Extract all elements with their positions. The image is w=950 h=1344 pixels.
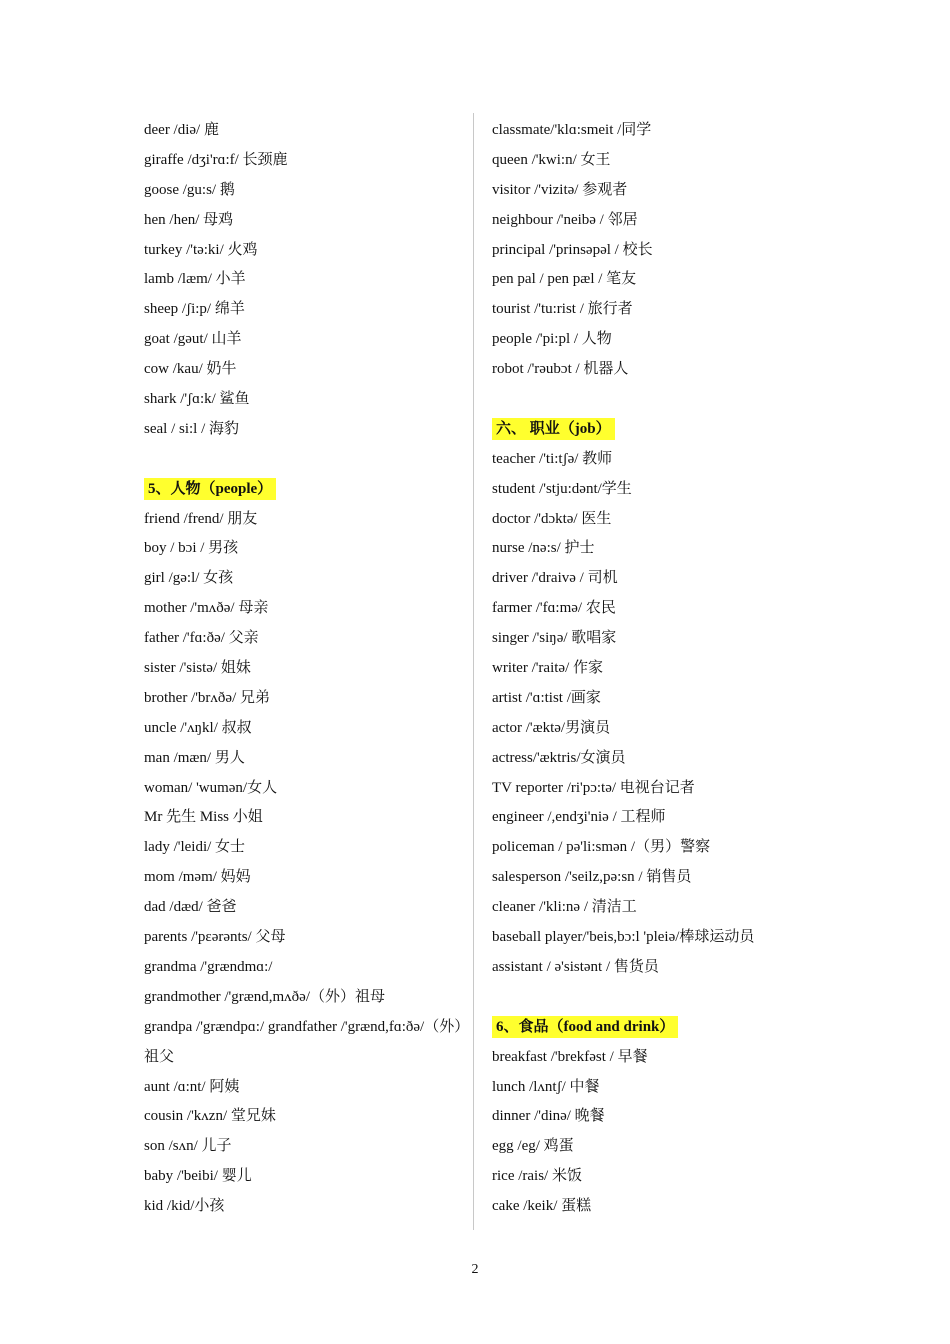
- vocab-entry: neighbour /'neibə / 邻居: [492, 211, 638, 228]
- vocab-entry: student /'stju:dənt/学生: [492, 480, 632, 497]
- vocab-entry: man /mæn/ 男人: [144, 749, 245, 766]
- vocab-entry: tourist /'tu:rist / 旅行者: [492, 301, 633, 318]
- vocab-entry: woman/ 'wumən/女人: [144, 779, 278, 796]
- vocab-entry: seal / si:l / 海豹: [144, 420, 239, 437]
- vocab-entry: friend /frend/ 朋友: [144, 510, 258, 527]
- vocab-entry: kid /kid/小孩: [144, 1198, 225, 1215]
- vocab-entry: sheep /ʃi:p/ 绵羊: [144, 301, 245, 318]
- vocab-entry: dinner /'dinə/ 晚餐: [492, 1108, 605, 1125]
- vocab-entry: driver /'draivə / 司机: [492, 570, 618, 587]
- vocab-entry: actress/'æktris/女演员: [492, 749, 626, 766]
- vocab-entry: deer /diə/ 鹿: [144, 122, 219, 138]
- vocab-entry: cleaner /'kli:nə / 清洁工: [492, 899, 637, 916]
- vocab-entry: breakfast /'brekfəst / 早餐: [492, 1048, 648, 1065]
- vocab-entry: grandma /'grændmɑ:/: [144, 958, 273, 975]
- left-column: [144, 116, 464, 1222]
- vocab-entry: classmate/'klɑ:smeit /同学: [492, 122, 652, 138]
- vocab-entry: singer /'siŋə/ 歌唱家: [492, 630, 617, 647]
- vocab-entry: brother /'brʌðə/ 兄弟: [144, 689, 271, 706]
- vocab-entry: robot /'rəubɔt / 机器人: [492, 361, 629, 378]
- vocab-entry: salesperson /'seilz,pə:sn / 销售员: [492, 869, 692, 886]
- vocab-entry: lady /'leidi/ 女士: [144, 839, 246, 856]
- column-divider: [473, 113, 474, 1230]
- vocab-entry: goose /gu:s/ 鹅: [144, 181, 235, 198]
- highlighted-heading-text: 5、人物（people）: [144, 478, 276, 500]
- vocab-entry: actor /'æktə/男演员: [492, 719, 611, 736]
- section-heading: [492, 1013, 822, 1043]
- vocab-entry: giraffe /dʒi'rɑ:f/ 长颈鹿: [144, 151, 288, 168]
- vocab-entry: cow /kau/ 奶牛: [144, 361, 237, 378]
- vocab-entry: hen /hen/ 母鸡: [144, 211, 234, 228]
- vocab-entry: son /sʌn/ 儿子: [144, 1138, 232, 1155]
- vocab-entry: father /'fɑ:ðə/ 父亲: [144, 630, 259, 647]
- vocab-entry: aunt /ɑ:nt/ 阿姨: [144, 1078, 240, 1095]
- vocab-entry: engineer /,endʒi'niə / 工程师: [492, 809, 666, 826]
- vocab-entry: nurse /nə:s/ 护士: [492, 540, 595, 557]
- vocab-entry: assistant / ə'sistənt / 售货员: [492, 958, 659, 975]
- vocab-entry: goat /gəut/ 山羊: [144, 331, 242, 348]
- vocab-entry: baseball player/'beis,bɔ:l 'pleiə/棒球运动员: [492, 929, 755, 946]
- vocab-entry: baby /'beibi/ 婴儿: [144, 1168, 252, 1185]
- vocab-entry: Mr 先生 Miss 小姐: [144, 809, 263, 826]
- vocab-entry: artist /'ɑ:tist /画家: [492, 689, 601, 706]
- vocab-entry: boy / bɔi / 男孩: [144, 540, 239, 557]
- vocab-entry: turkey /'tə:ki/ 火鸡: [144, 241, 258, 258]
- vocab-entry: writer /'raitə/ 作家: [492, 660, 603, 677]
- vocab-entry: cake /keik/ 蛋糕: [492, 1198, 592, 1215]
- spacer: [492, 983, 822, 1013]
- vocab-entry: mom /məm/ 妈妈: [144, 869, 251, 886]
- vocab-entry: people /'pi:pl / 人物: [492, 331, 612, 348]
- vocab-entry: uncle /'ʌŋkl/ 叔叔: [144, 719, 252, 736]
- vocab-entry: lamb /læm/ 小羊: [144, 271, 246, 288]
- vocab-entry: rice /rais/ 米饭: [492, 1168, 582, 1185]
- vocab-entry: grandpa /'grændpɑ:/ grandfather /'grænd,fɑ:ðə/（外）祖父: [144, 1018, 462, 1065]
- vocab-entry: doctor /'dɔktə/ 医生: [492, 510, 612, 527]
- vocab-entry: lunch /lʌntʃ/ 中餐: [492, 1078, 600, 1095]
- vocab-entry: principal /'prinsəpəl / 校长: [492, 241, 653, 258]
- vocab-entry: queen /'kwi:n/ 女王: [492, 151, 611, 168]
- vocab-entry: shark /'ʃɑ:k/ 鲨鱼: [144, 391, 250, 408]
- vocab-entry: sister /'sistə/ 姐妹: [144, 660, 251, 677]
- vocab-entry: TV reporter /ri'pɔ:tə/ 电视台记者: [492, 779, 695, 796]
- spacer: [492, 385, 822, 415]
- vocab-entry: policeman / pə'li:smən /（男）警察: [492, 839, 711, 856]
- vocab-entry: pen pal / pen pæl / 笔友: [492, 271, 637, 288]
- vocab-entry: parents /'pεərənts/ 父母: [144, 929, 286, 946]
- right-column: [492, 116, 822, 1222]
- vocab-entry: cousin /'kʌzn/ 堂兄妹: [144, 1108, 276, 1125]
- vocab-entry: visitor /'vizitə/ 参观者: [492, 181, 628, 198]
- vocab-entry: dad /dæd/ 爸爸: [144, 899, 237, 916]
- page-number: 2: [471, 1262, 479, 1277]
- section-heading: [144, 475, 464, 505]
- highlighted-heading-text: 6、食品（food and drink）: [492, 1016, 678, 1038]
- vocab-entry: girl /gə:l/ 女孩: [144, 570, 234, 587]
- section-heading: [492, 415, 822, 445]
- spacer: [144, 445, 464, 475]
- vocab-entry: egg /eg/ 鸡蛋: [492, 1138, 574, 1155]
- vocab-entry: grandmother /'grænd,mʌðə/（外）祖母: [144, 988, 386, 1005]
- vocab-entry: teacher /'ti:tʃə/ 教师: [492, 450, 613, 467]
- highlighted-heading-text: 六、 职业（job）: [492, 418, 615, 440]
- vocab-entry: farmer /'fɑ:mə/ 农民: [492, 600, 616, 617]
- vocab-entry: mother /'mʌðə/ 母亲: [144, 600, 269, 617]
